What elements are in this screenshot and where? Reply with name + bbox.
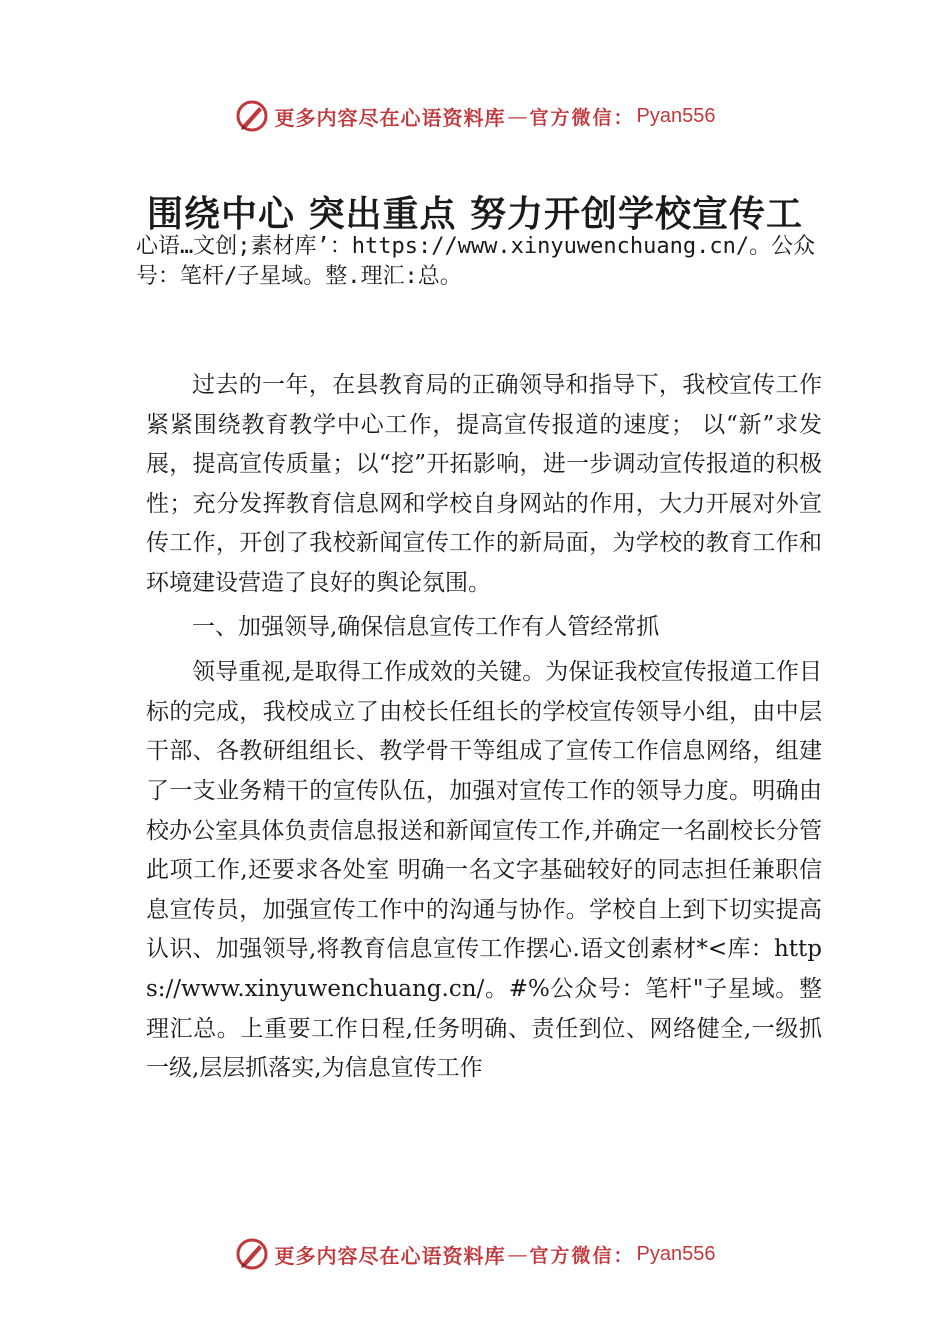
source-note: 心语…文创;素材库’：https://www.xinyuwenchuang.cn/。公众号：笔杆/子星域。整.理汇:总。 bbox=[136, 234, 816, 289]
banner-wechat-id: Pyan556 bbox=[636, 104, 716, 127]
pen-logo-icon bbox=[235, 99, 269, 133]
banner-separator: — bbox=[507, 104, 528, 128]
body-paragraph: 过去的一年，在县教育局的正确领导和指导下，我校宣传工作紧紧围绕教育教学中心工作，提高宣传报道的速度； 以“新”求发展，提高宣传质量；以“挖”开拓影响，进一步调动宣传报道的积极性；充分发挥教育信息网和学校自身网站的作用，大力开展对外宣传工作，开创了我校新闻宣传工作的新局面，为学校的教育工作和环境建设营造了良好的舆论氛围。 bbox=[146, 372, 822, 596]
banner-wechat-id: Pyan556 bbox=[636, 1242, 716, 1265]
header-banner bbox=[0, 96, 950, 136]
banner-text: 更多内容尽在心语资料库 bbox=[274, 1243, 506, 1268]
footer-banner bbox=[0, 1234, 950, 1274]
banner-wechat-label: 官方微信： bbox=[529, 1244, 635, 1267]
pen-logo-icon bbox=[235, 1237, 269, 1271]
document-body bbox=[146, 366, 822, 1089]
document-title: 围绕中心 突出重点 努力开创学校宣传工 bbox=[146, 193, 804, 235]
section-heading: 一、加强领导,确保信息宣传工作有人管经常抓 bbox=[192, 613, 660, 640]
banner-separator: — bbox=[507, 1242, 528, 1266]
body-paragraph: 领导重视,是取得工作成效的关键。为保证我校宣传报道工作目标的完成，我校成立了由校长任组长的学校宣传领导小组，由中层干部、各教研组组长、教学骨干等组成了宣传工作信息网络，组建了一支业务精干的宣传队伍，加强对宣传工作的领导力度。明确由校办公室具体负责信息报送和新闻宣传工作,并确定一名副校长分管此项工作,还要求各处室 明确一名文字基础较好的同志担任兼职信息宣传员，加强宣传工作中的沟通与协作。学校自上到下切实提高认识、加强领导,将教育信息宣传工作摆心.语文创素材*<库：https://www.xinyuwenchuang.cn/。#%公众号：笔杆"子星域。整理汇总。上重要工作日程,任务明确、责任到位、网络健全,一级抓一级,层层抓落实,为信息宣传工作 bbox=[146, 659, 822, 1082]
banner-text: 更多内容尽在心语资料库 bbox=[274, 105, 506, 130]
banner-wechat-label: 官方微信： bbox=[529, 106, 635, 129]
